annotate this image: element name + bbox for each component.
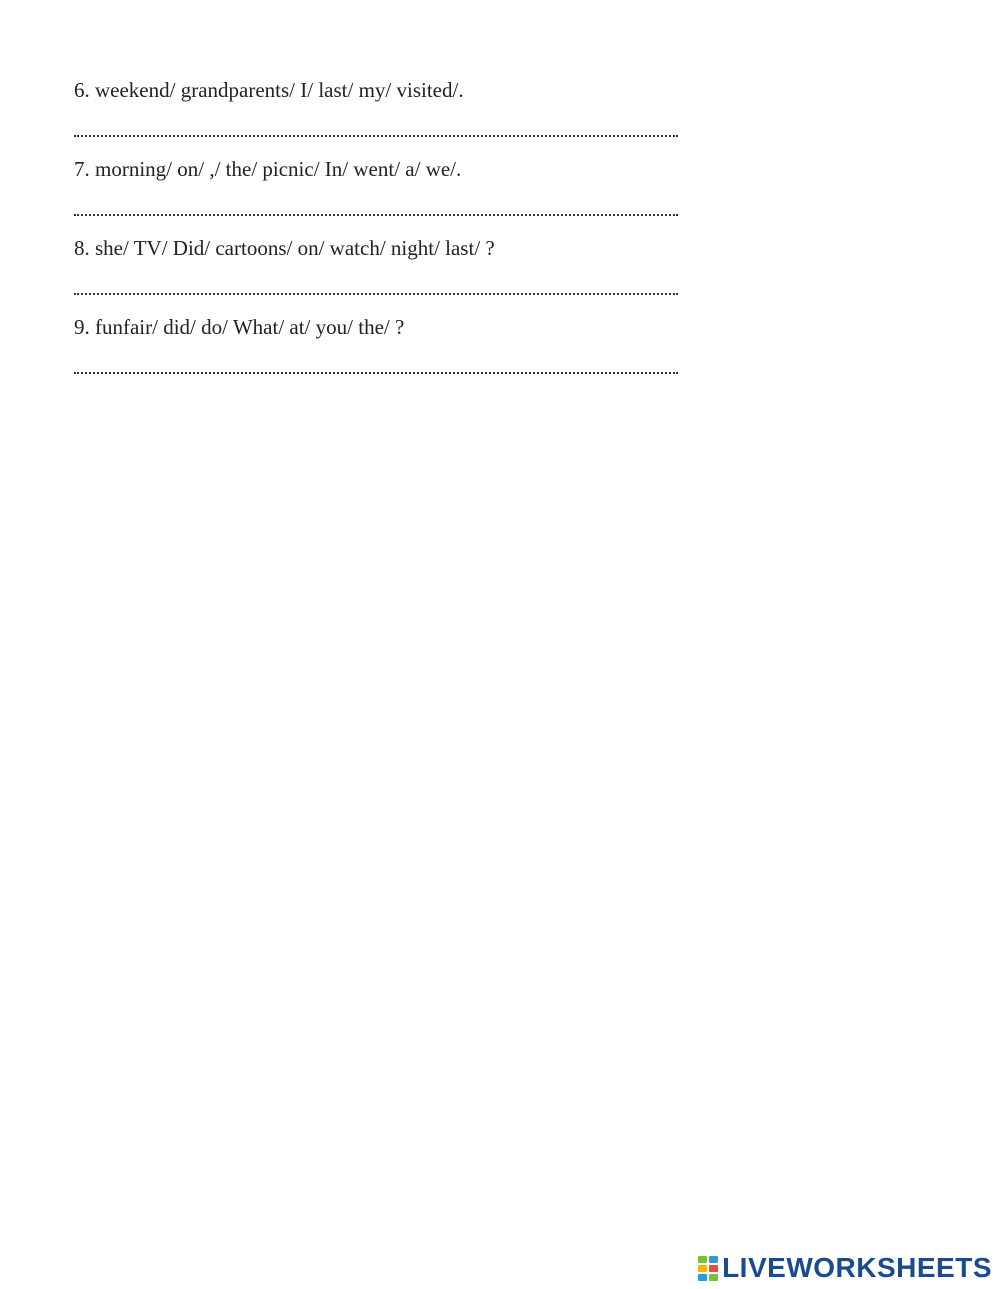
liveworksheets-logo-text: LIVEWORKSHEETS	[722, 1252, 992, 1283]
liveworksheets-brand	[697, 1250, 992, 1286]
answer-line-6[interactable]	[74, 135, 678, 137]
question-8: 8. she/ TV/ Did/ cartoons/ on/ watch/ night/ last/ ?	[74, 236, 495, 260]
question-9: 9. funfair/ did/ do/ What/ at/ you/ the/ ?	[74, 315, 405, 339]
answer-line-9[interactable]	[74, 372, 678, 374]
liveworksheets-logo-icon	[697, 1254, 719, 1282]
answer-line-7[interactable]	[74, 214, 678, 216]
question-6: 6. weekend/ grandparents/ I/ last/ my/ visited/.	[74, 78, 464, 102]
answer-line-8[interactable]	[74, 293, 678, 295]
question-7: 7. morning/ on/ ,/ the/ picnic/ In/ went/ a/ we/.	[74, 157, 462, 181]
